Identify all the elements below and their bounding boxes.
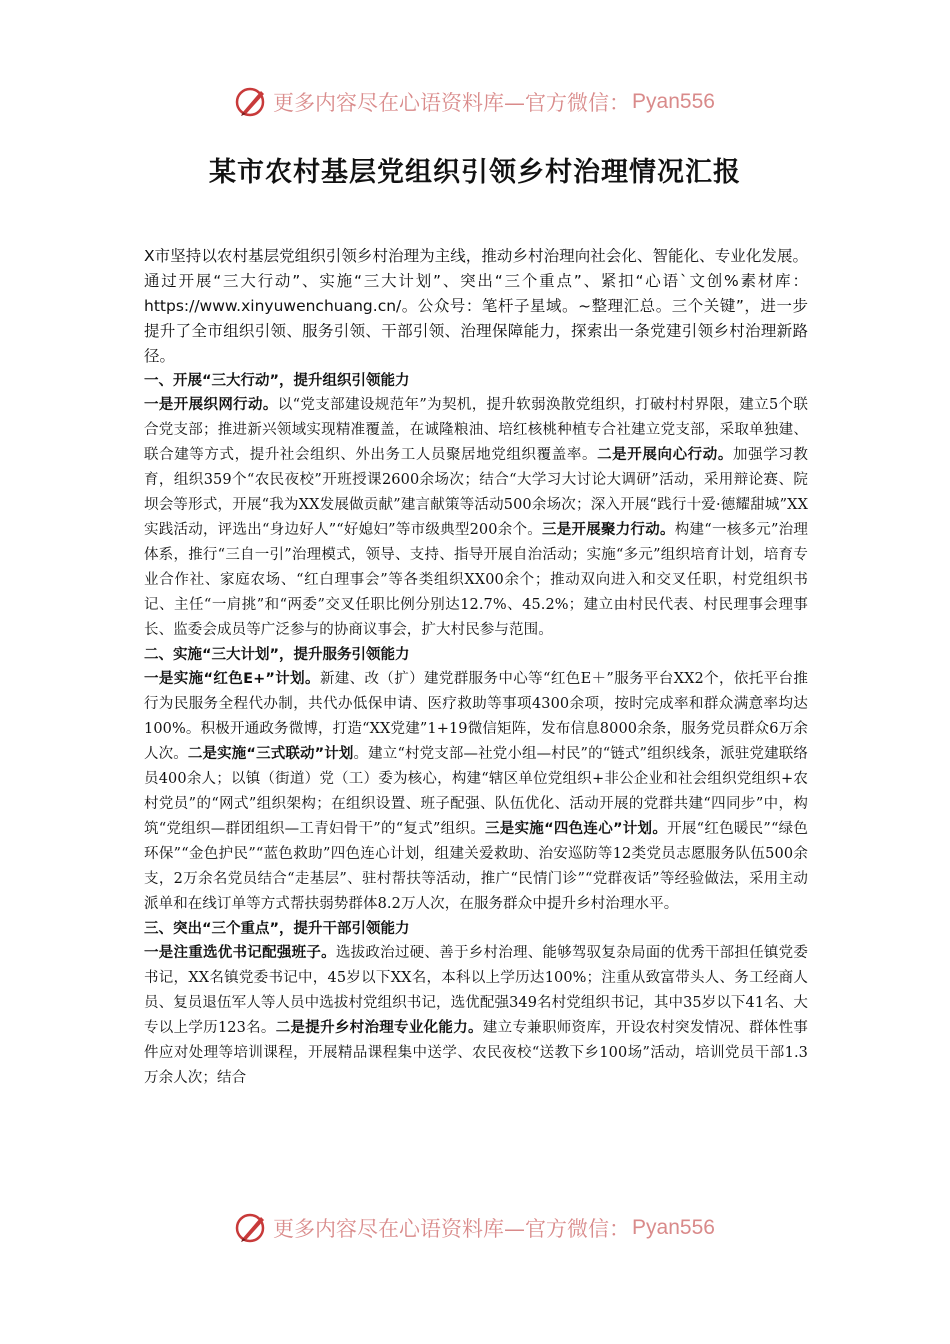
footer-watermark-banner <box>0 1208 950 1248</box>
document-body <box>144 244 808 1091</box>
header-watermark-banner <box>0 82 950 122</box>
paragraph-text: 选拔政治过硬、善于乡村治理、能够驾驭复杂局面的优秀干部担任镇党委书记，XX名镇党委书记中，45岁以下XX名，本科以上学历达100%；注重从致富带头人、务工经商人员、复员退伍军人等人员中选拔村党组织书记，选优配强349名村党组织书记，其中35岁以下41名、大专以上学历123名。 <box>144 945 808 1036</box>
paragraph-text: 开展“红色暖民”“绿色环保”“金色护民”“蓝色救助”四色连心计划，组建关爱救助、治安巡防等12类党员志愿服务队伍500余支，2万余名党员结合“走基层”、驻村帮扶等活动，推广“民情门诊”“党群夜话”等经验做法，采用主动派单和在线订单等方式帮扶弱势群体8.2万人次，在服务群众中提升乡村治理水平。 <box>144 821 809 912</box>
paragraph-text: 构建“一核多元”治理体系，推行“三自一引”治理模式，领导、支持、指导开展自治活动；实施“多元”组织培育计划，培育专业合作社、家庭农场、“红白理事会”等各类组织XX00余个；推动双向进入和交叉任职，村党组织书记、主任“一肩挑”和“两委”交叉任职比例分别达12.7%、45.2%；建立由村民代表、村民理事会理事长、监委会成员等广泛参与的协商议事会，扩大村民参与范围。 <box>144 522 809 638</box>
section-heading-2: 二、实施“三大计划”，提升服务引领能力 <box>144 647 410 663</box>
lead-phrase: 一是注重选优书记配强班子。 <box>144 945 336 961</box>
section-paragraph-2 <box>144 667 808 917</box>
lead-phrase: 三是实施“四色连心”计划。 <box>484 821 668 837</box>
banner-wechat-id: Pyan556 <box>632 1216 715 1239</box>
banner-text: 更多内容尽在心语资料库—官方微信： <box>273 1217 631 1241</box>
lead-phrase: 二是实施“三式联动”计划 <box>187 746 354 762</box>
paragraph-text: 建立专兼职师资库，开设农村突发情况、群体性事件应对处理等培训课程，开展精品课程集中送学、农民夜校“送教下乡100场”活动，培训党员干部1.3万余人次；结合 <box>144 1020 808 1086</box>
banner-wechat-id: Pyan556 <box>632 90 715 113</box>
document-title: 某市农村基层党组织引领乡村治理情况汇报 <box>209 157 741 188</box>
section-paragraph-3 <box>144 941 808 1091</box>
banner-text: 更多内容尽在心语资料库—官方微信： <box>273 91 631 115</box>
section-paragraph-1 <box>144 393 808 643</box>
section-heading-1: 一、开展“三大行动”，提升组织引领能力 <box>144 373 410 389</box>
paragraph-text: 以“党支部建设规范年”为契机，提升软弱涣散党组织，打破村村界限，建立5个联合党支部；推进新兴领域实现精准覆盖，在诚隆粮油、培红核桃种植专合社建立党支部，采取单独建、联合建等方式，提升社会组织、外出务工人员聚居地党组织覆盖率。 <box>144 397 809 463</box>
pen-logo-icon <box>235 85 269 119</box>
lead-phrase: 三是开展聚力行动。 <box>542 522 675 538</box>
paragraph-text: 新建、改（扩）建党群服务中心等“红色E＋”服务平台XX2个，依托平台推行为民服务全程代办制，共代办低保申请、医疗救助等事项4300余项，按时完成率和群众满意率均达100%。积极开通政务微博，打造“XX党建”1+19微信矩阵，发布信息8000余条，服务党员群众6万余人次。 <box>144 671 808 762</box>
lead-phrase: 二是提升乡村治理专业化能力。 <box>275 1020 483 1036</box>
section-heading-3: 三、突出“三个重点”，提升干部引领能力 <box>144 921 410 937</box>
paragraph-text: 加强学习教育，组织359个“农民夜校”开班授课2600余场次；结合“大学习大讨论大调研”活动，采用辩论赛、院坝会等形式，开展“我为XX发展做贡献”建言献策等活动500余场次；深入开展“践行十爱·德耀甜城”XX实践活动，评选出“身边好人”“好媳妇”等市级典型200余个。 <box>144 447 808 538</box>
paragraph-text: 。建立“村党支部—社党小组—村民”的“链式”组织线条，派驻党建联络员400余人；以镇（街道）党（工）委为核心，构建“辖区单位党组织+非公企业和社会组织党组织+农村党员”的“网式”组织架构；在组织设置、班子配强、队伍优化、活动开展的党群共建“四同步”中，构筑“党组织—群团组织—工青妇骨干”的“复式”组织。 <box>144 746 808 837</box>
pen-logo-icon <box>235 1211 269 1245</box>
lead-phrase: 二是开展向心行动。 <box>597 447 733 463</box>
lead-phrase: 一是实施“红色E+”计划。 <box>144 671 320 687</box>
intro-paragraph: X市坚持以农村基层党组织引领乡村治理为主线，推动乡村治理向社会化、智能化、专业化发展。通过开展“三大行动”、实施“三大计划”、突出“三个重点”、紧扣“心语`文创%素材库：https://www.xinyuwenchuang.cn/。公众号：笔杆子星域。~整理汇总。三个关键”，进一步提升了全市组织引领、服务引领、干部引领、治理保障能力，探索出一条党建引领乡村治理新路径。 <box>144 247 808 365</box>
lead-phrase: 一是开展织网行动。 <box>144 397 278 413</box>
